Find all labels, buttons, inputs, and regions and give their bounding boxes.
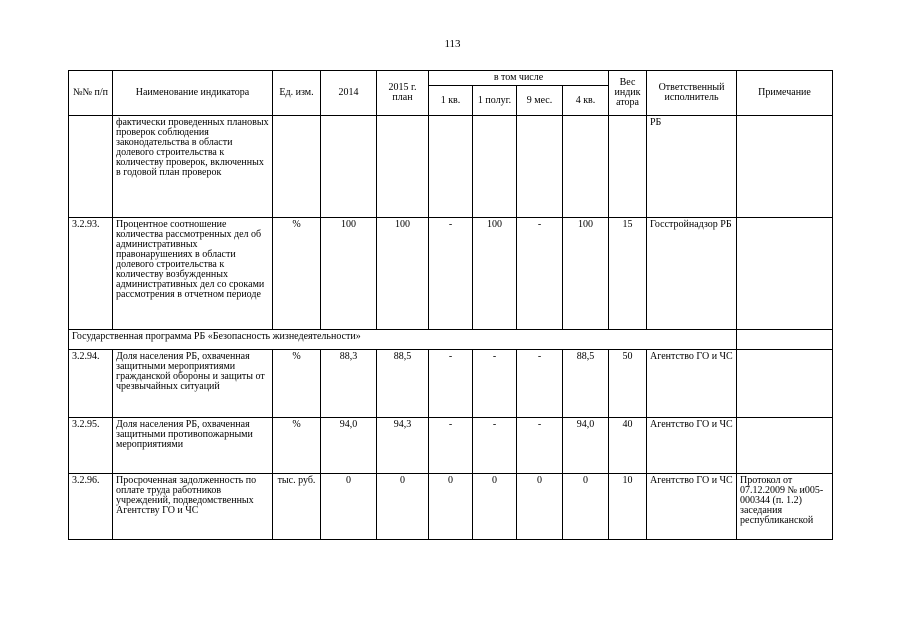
row-2014: 94,0 [321,418,377,474]
row-note [737,418,833,474]
header-including: в том числе [429,71,609,86]
row-weight: 40 [609,418,647,474]
row-half: - [473,350,517,418]
header-name: Наименование индикатора [113,71,273,116]
row-q1: - [429,350,473,418]
row-unit: % [273,218,321,330]
row-name: фактически проведенных плановых проверок соблюдения законодательства в области долевого строительства к количеству проверок, включенных в годовой план проверок [113,116,273,218]
row-9m [517,116,563,218]
header-q1: 1 кв. [429,86,473,116]
row-name: Просроченная задолженность по оплате труда работников учреждений, подведомственных Агентству ГО и ЧС [113,474,273,540]
row-note [737,116,833,218]
row-9m: - [517,418,563,474]
row-name: Доля населения РБ, охваченная защитными противопожарными мероприятиями [113,418,273,474]
row-responsible: Госстройнадзор РБ [647,218,737,330]
row-weight: 50 [609,350,647,418]
row-num: 3.2.95. [69,418,113,474]
row-2015: 100 [377,218,429,330]
row-2015: 0 [377,474,429,540]
row-2014: 88,3 [321,350,377,418]
header-2014: 2014 [321,71,377,116]
row-responsible: РБ [647,116,737,218]
row-unit: % [273,350,321,418]
row-q1: - [429,418,473,474]
row-q4: 88,5 [563,350,609,418]
row-responsible: Агентство ГО и ЧС [647,350,737,418]
header-q4: 4 кв. [563,86,609,116]
row-q1: - [429,218,473,330]
row-q4 [563,116,609,218]
row-q4: 94,0 [563,418,609,474]
row-half: 100 [473,218,517,330]
row-9m: - [517,350,563,418]
row-q1 [429,116,473,218]
row-num [69,116,113,218]
table-row [69,418,833,474]
row-half [473,116,517,218]
table-row [69,350,833,418]
row-responsible: Агентство ГО и ЧС [647,418,737,474]
header-unit: Ед. изм. [273,71,321,116]
header-num: №№ п/п [69,71,113,116]
row-q1: 0 [429,474,473,540]
header-responsible: Ответственный исполнитель [647,71,737,116]
header-weight: Вес индик атора [609,71,647,116]
row-2015: 88,5 [377,350,429,418]
row-name: Доля населения РБ, охваченная защитными мероприятиями гражданской обороны и защиты от чрезвычайных ситуаций [113,350,273,418]
row-2014: 0 [321,474,377,540]
row-num: 3.2.94. [69,350,113,418]
row-weight: 10 [609,474,647,540]
row-note [737,350,833,418]
row-2014: 100 [321,218,377,330]
indicators-table [68,70,833,540]
row-responsible: Агентство ГО и ЧС [647,474,737,540]
row-unit: тыс. руб. [273,474,321,540]
row-unit: % [273,418,321,474]
header-note: Примечание [737,71,833,116]
header-2015: 2015 г. план [377,71,429,116]
row-half: - [473,418,517,474]
row-9m: 0 [517,474,563,540]
row-name: Процентное соотношение количества рассмотренных дел об административных правонарушениях в области долевого строительства к количеству возбужденных административных дел со сроками рассмотрения в отчетном периоде [113,218,273,330]
section-row [69,330,833,350]
row-2015: 94,3 [377,418,429,474]
row-half: 0 [473,474,517,540]
table-row [69,474,833,540]
page-number: 113 [444,38,461,50]
row-num: 3.2.93. [69,218,113,330]
row-unit [273,116,321,218]
table-row [69,116,833,218]
row-2015 [377,116,429,218]
row-note [737,218,833,330]
section-note-cell [737,330,833,350]
table-row [69,218,833,330]
row-9m: - [517,218,563,330]
row-q4: 0 [563,474,609,540]
section-title: Государственная программа РБ «Безопасность жизнедеятельности» [69,330,737,350]
row-2014 [321,116,377,218]
row-note: Протокол от 07.12.2009 № и005-000344 (п. 1.2) заседания республиканской [737,474,833,540]
header-half: 1 полуг. [473,86,517,116]
row-weight [609,116,647,218]
header-9m: 9 мес. [517,86,563,116]
row-num: 3.2.96. [69,474,113,540]
row-weight: 15 [609,218,647,330]
row-q4: 100 [563,218,609,330]
